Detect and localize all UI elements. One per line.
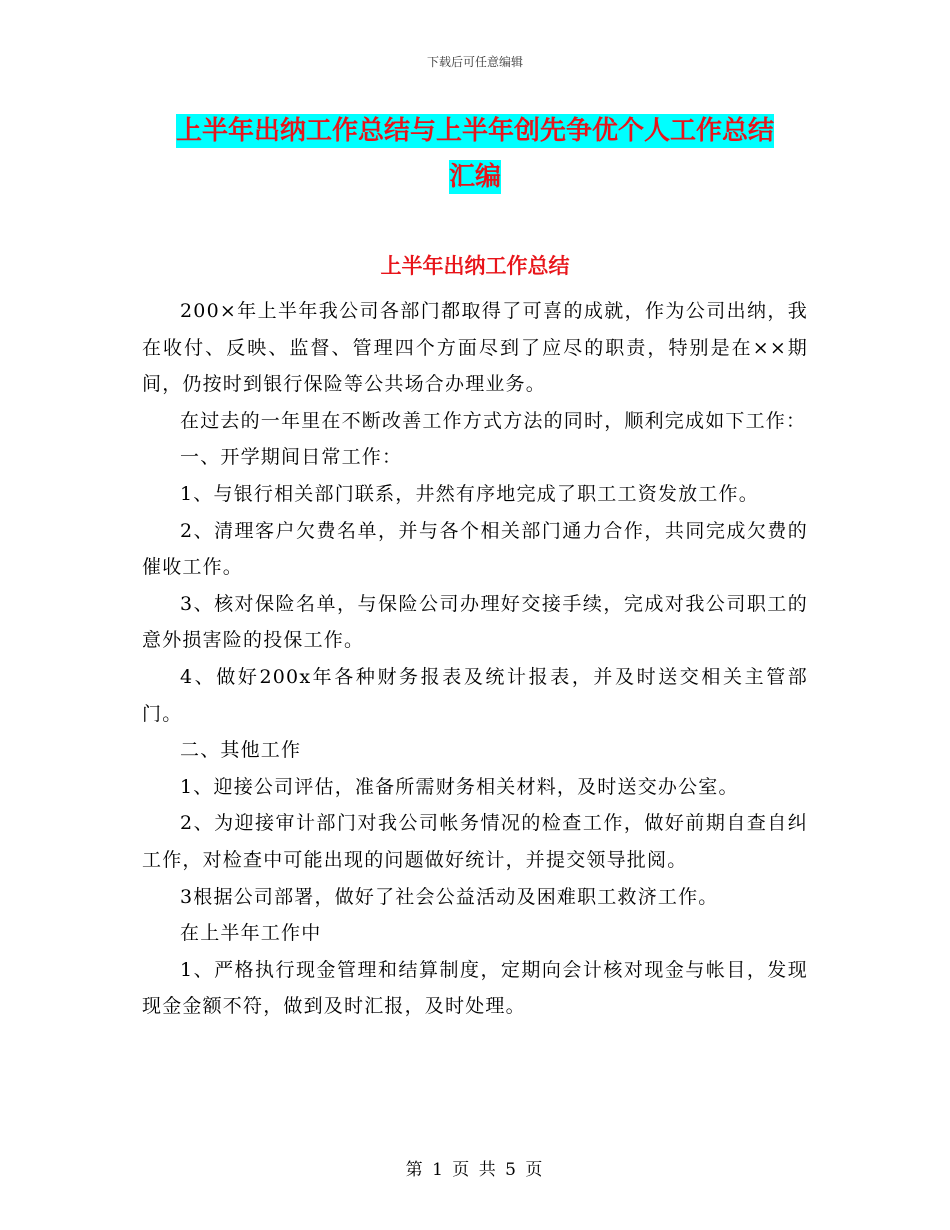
paragraph: 二、其他工作 <box>180 739 302 762</box>
section-title: 上半年出纳工作总结 <box>380 254 570 278</box>
paragraph: 2、为迎接审计部门对我公司帐务情况的检查工作，做好前期自查自纠工作，对检查中可能出现的问题做好统计，并提交领导批阅。 <box>142 812 808 871</box>
paragraph: 一、开学期间日常工作： <box>180 446 403 469</box>
paragraph: 3、核对保险名单，与保险公司办理好交接手续，完成对我公司职工的意外损害险的投保工作。 <box>142 592 808 652</box>
document-title <box>140 108 810 200</box>
document-title-line-1: 上半年出纳工作总结与上半年创先争优个人工作总结 <box>175 116 774 146</box>
paragraph: 3根据公司部署，做好了社会公益活动及困难职工救济工作。 <box>180 885 719 908</box>
paragraph: 在过去的一年里在不断改善工作方式方法的同时，顺利完成如下工作： <box>180 409 807 432</box>
document-title-line-2: 汇编 <box>448 162 501 192</box>
page-footer: 第 1 页 共 5 页 <box>405 1160 545 1180</box>
paragraph: 2、清理客户欠费名单，并与各个相关部门通力合作，共同完成欠费的催收工作。 <box>142 519 808 579</box>
page-header: 下载后可任意编辑 <box>426 55 523 69</box>
paragraph: 4、做好200x年各种财务报表及统计报表，并及时送交相关主管部门。 <box>142 665 808 725</box>
paragraph: 1、与银行相关部门联系，井然有序地完成了职工工资发放工作。 <box>180 482 759 505</box>
paragraph: 1、严格执行现金管理和结算制度，定期向会计核对现金与帐目，发现现金金额不符，做到及时汇报，及时处理。 <box>142 958 808 1018</box>
paragraph: 1、迎接公司评估，准备所需财务相关材料，及时送交办公室。 <box>180 775 739 798</box>
document-body <box>142 293 808 1025</box>
paragraph: 在上半年工作中 <box>180 922 322 945</box>
paragraph: 200×年上半年我公司各部门都取得了可喜的成就，作为公司出纳，我在收付、反映、监督、管理四个方面尽到了应尽的职责，特别是在××期间，仍按时到银行保险等公共场合办理业务。 <box>142 300 808 396</box>
